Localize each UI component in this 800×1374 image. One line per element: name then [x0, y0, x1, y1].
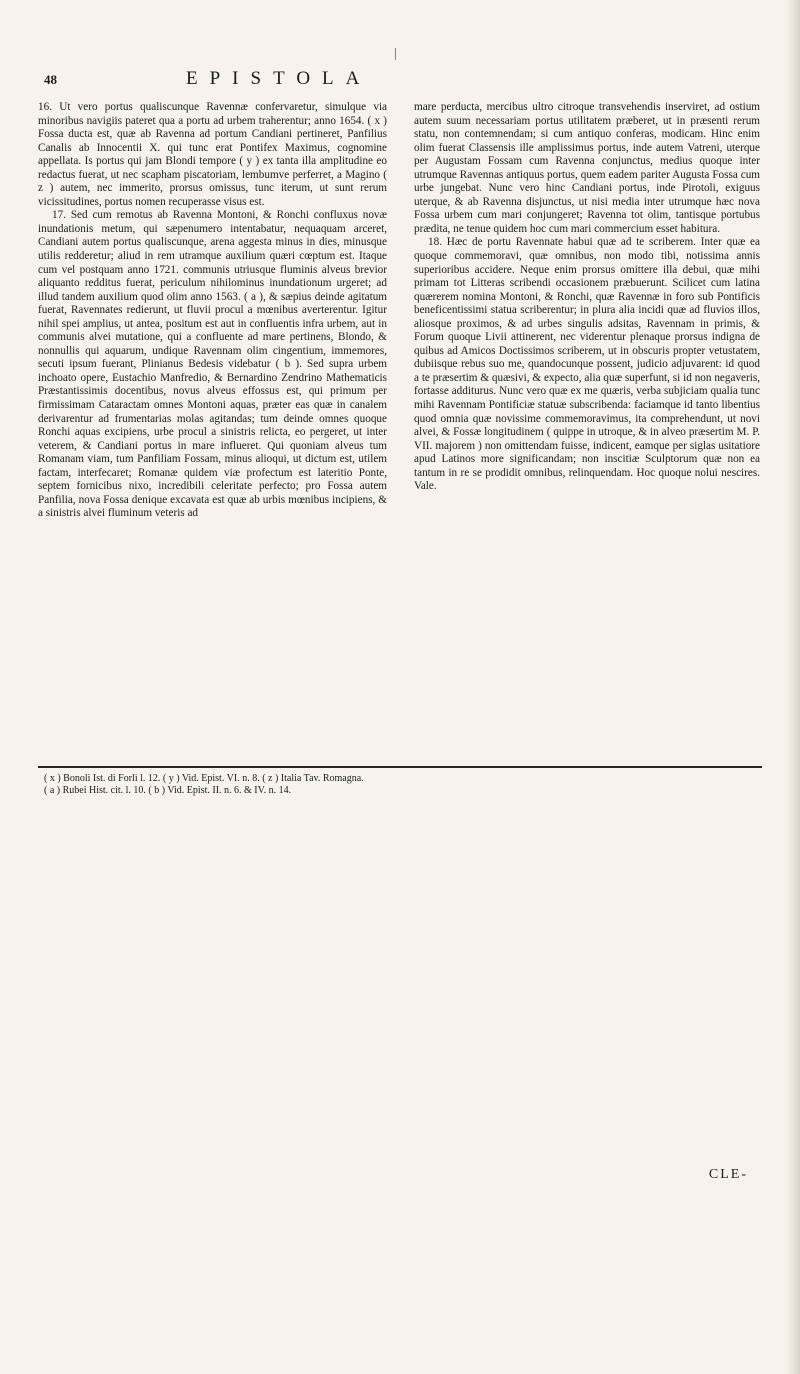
left-column — [38, 101, 387, 521]
running-title: EPISTOLA — [186, 68, 372, 89]
page-number: 48 — [44, 72, 57, 87]
page-edge-shadow — [786, 0, 800, 1374]
footnote-rule — [38, 766, 762, 768]
right-column — [414, 101, 760, 494]
paragraph: 17. Sed cum remotus ab Ravenna Montoni, & Ronchi confluxus novæ inundationis metum, qui sæpenumero intentabatur, nequaquam arceret, Candiani autem portus qualiscunque, arena aggesta minus in dies, minusque utilis redderetur; aliud in rem utramque auxilium quæri cœptum est. Itaque cum vel postquam anno 1721. communis utriusque fluminis alveus brevior aliquanto redditus fuerat, periculum nihilominus inundationum urgeret; ad illud tandem auxilium quod olim anno 1563. ( a ), & sæpius deinde agitatum fuerat, Ravennates redierunt, ut fluvii procul a mœnibus averterentur. Igitur nihil spei amplius, ut antea, positum est aut in confluentis infra urbem, aut in communis alvei mutatione, qui a confluente ad mare pertinens, Blondo, & nonnullis qui aquarum, undique Ravennam olim cingentium, immemores, secuti ipsum fuerant, Plinianus Bedesis videbatur ( b ). Sed supra urbem inchoato opere, Eustachio Manfredio, & Bernardino Zendrino Mathematicis Præstantissimis docentibus, novus alveus effossus est, qui primum per firmissimam Cataractam omnes Montoni aquas, præter eas quæ in canalem derivarentur ad frumentarias molas agitandas; tum deinde omnes quoque Ronchi aquas excipiens, urbe procul a sinistris relicta, eo pergeret, ut inter veterem, & Candiani portus in mare influeret. Qui quoniam alveus tum Romanam viam, tum Panfiliam Fossam, minus alioqui, ut dictum est, utilem factam, interfecaret; Romanæ quidem viæ profectum est lateritio Ponte, septem fornicibus nixo, incredibili celeritate perfecto; pro Fossa autem Panfilia, nova Fossa denique excavata est quæ ab urbis mœnibus incipiens, & a sinistris alvei fluminum veteris ad — [38, 209, 387, 520]
footnote-line: ( a ) Rubei Hist. cit. l. 10. ( b ) Vid. Epist. II. n. 6. & IV. n. 14. — [44, 785, 292, 796]
paragraph: mare perducta, mercibus ultro citroque transvehendis inserviret, ad ostium autem suum necessariam portus utilitatem præberet, ut in præsenti rerum statu, non contemnendam; si cum antiquo conferas, modicam. Hinc enim olim fuerat Classensis ille amplissimus portus, inde autem Vatreni, uterque per Augustam Fossam cum Ravenna conjunctus, medius quoque inter utrumque Ravennas antiquus portus, quem eadem pariter Augusta Fossa cum urbe jungebat. Nunc vero hinc Candiani portus, inde Pirotoli, exiguus uterque, & ab Ravenna disjunctus, ut nisi media inter utrumque hæc nova Fossa urbem cum mari conjungeret; Ravenna tot olim, tantisque portubus prædita, ne tenue quidem hoc cum mari commercium esset habitura. — [414, 101, 760, 235]
page-header — [36, 68, 760, 96]
footnotes — [44, 773, 764, 797]
paragraph: 18. Hæc de portu Ravennate habui quæ ad te scriberem. Inter quæ ea quoque commemoravi, quæ omnibus, non modo tibi, notissima annis superioribus accidere. Neque enim prorsus omittere illa debui, quæ mihi primam tot Litteras scribendi occasionem præbuerunt. Scilicet cum latina quærerem nomina Montoni, & Ronchi, quæ Ravennæ in foro sub Pontificis beneficentissimi statua scriberentur; in plura alia incidi quæ ad fluvios illos, aliosque proximos, & ad urbes singulis adsitas, Ravennam in primis, & Forum quoque Livii attinerent, nec viderentur plenaque prorsus indigna de quibus ad Amicos Doctissimos scriberem, ut in obscuris propter vetustatem, dubiisque rebus suo me, quandocunque possent, judicio adjuvarent: id quod a te præsertim & quæsivi, & expecto, alia quæ superfunt, si id non negaveris, fortasse additurus. Nunc vero quæ ex me quæris, verba subjiciam qualia tunc mihi Ravennam Pontificiæ statuæ subscribenda: faciamque id tanto libentius quod omnia quæ novissime commemoravimus, ita comprehendunt, ut novi alvei, & Fossæ longitudinem ( quippe in utroque, & in alveo præsertim M. P. VII. majorem ) non omittendam fuisse, indicent, eamque per siglas usitatiore apud Latinos more significandam; non inscitiæ Sculptorum quæ non ea tantum in re se prodidit omnibus, relinquendam. Hoc quoque nolui nescires. Vale. — [414, 236, 760, 493]
page-mark — [395, 48, 396, 60]
footnote-line: ( x ) Bonoli Ist. di Forlì l. 12. ( y ) Vid. Epist. VI. n. 8. ( z ) Italia Tav. Romagna. — [44, 773, 364, 784]
paragraph: 16. Ut vero portus qualiscunque Ravennæ confervaretur, simulque via minoribus navigiis pateret qua a portu ad urbem traherentur; anno 1654. ( x ) Fossa ducta est, quæ ab Ravenna ad portum Candiani pertineret, Panfilius Canalis ab Innocentii X. qui tunc erat Pontifex Maximus, cognomine appellata. Is portus qui jam Blondi tempore ( y ) ex tanta illa amplitudine eo redactus fuerat, ut nec scapham piscatoriam, lembumve perferret, a Magino ( z ) autem, nec immerito, prorsus omissus, tunc iterum, ut sunt rerum vicissitudines, portus nomen recuperasse visus est. — [38, 101, 387, 208]
catchword: CLE- — [708, 1167, 748, 1182]
